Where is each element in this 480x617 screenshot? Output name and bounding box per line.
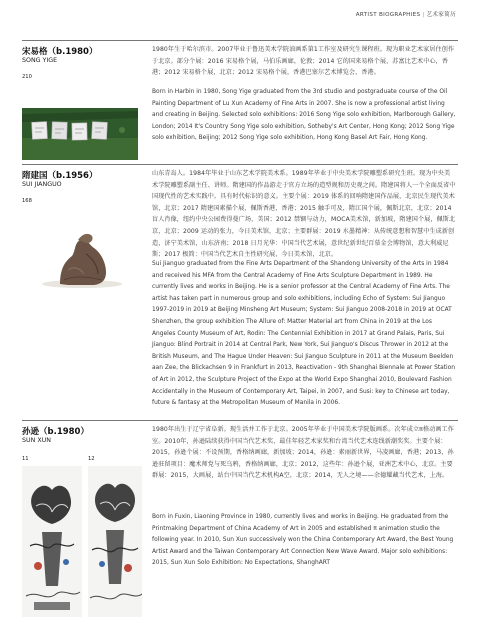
artist-name-zh: 宋易格（b.1980）	[22, 47, 98, 57]
page-reference: 11	[22, 456, 29, 462]
running-header	[356, 10, 456, 18]
artwork-thumbnail	[22, 210, 140, 292]
artist-name-en: SUN XUN	[22, 437, 51, 444]
divider-rule	[22, 164, 458, 165]
bio-english: Born in Fuxin, Liaoning Province in 1980, currently lives and works in Beijing. He graduated from the Printmaking Department of China Academy of Art in 2005 and established π animation studio the following year. In 2010, Sun Xun successively won the China Contemporary Art Award, the Best Young Artist Award and the Taiwan Contemporary Art Connection New Wave Award. Major solo exhibitions: 2015, Sun Xun Solo Exhibition: No Expectations, ShanghART	[152, 514, 454, 567]
bio-english: Sui Jianguo graduated from the Fine Arts Department of the Shandong University of the Arts in 1984 and received his MFA from the Central Academy of Fine Arts Sculpture Department in 1989. He currently lives and works in Beijing. He is a senior professor at the Central Academy of Fine Arts. The artist has taken part in numerous group and solo exhibitions, including Echo of System: Sui Jianguo 1997-2019 in 2019 at Beijing Minsheng Art Museum; System: Sui Jianguo 2008-2018 in 2019 at OCAT Shenzhen, the group exhibition The Allure of: Matter Material art from China in 2019 at the Los Angeles County Museum of Art, Rodin: The Centennial Exhibition in 2017 at Grand Palais, Paris, Sui Jianguo: Blind Portrait in 2014 at Central Park, New York, Sui Jianguo's Discus Thrower in 2012 at the British Museum, and The Hague Under Heaven: Sui Jianguo Sculpture in 2011 at the Museum Beelden aan Zee, the Blickachsen 9 in Frankfurt in 2013, Reactivation - 9th Shanghai Biennale at Power Station of Art in 2012, the Sculpture Project of the Expo at the World Expo Shanghai 2010, Boulevard Fashion Accidentally in the Museum of Contemporary Art, Taipei, in 2007, and Susi: key to Chinese art today, future & fantasy at the Metropolitan Museum of Manila in 2006.	[152, 261, 456, 407]
artwork-image	[88, 466, 142, 617]
header-en: ARTIST BIOGRAPHIES	[355, 12, 421, 18]
artist-name-zh: 隋建国（b.1956）	[22, 171, 98, 181]
bio-english: Born in Harbin in 1980, Song Yige graduated from the 3rd studio and postgraduate course of the Oil Painting Department of Lu Xun Academy of Fine Arts in 2007. She is now a professional artist living and creating in Beijing. Selected solo exhibitions: 2016 Song Yige solo exhibition, Marlborough Gallery, London; 2014 It's Country Song Yige solo exhibition, Sotheby's Art Center, Hong Kong; 2012 Song Yige solo exhibition, Beijing; 2012 Song Yige solo exhibition, Hong Kong Basel Art Fair, Hong Kong.	[152, 89, 456, 142]
page-reference: 210	[22, 74, 32, 80]
page-reference: 12	[88, 456, 95, 462]
artist-name-en: SONG YIGE	[22, 57, 58, 64]
artwork-thumbnail-right	[88, 466, 142, 617]
header-zh: 艺术家简历	[426, 12, 456, 18]
artwork-thumbnail	[22, 108, 138, 160]
bio-chinese: 山东青岛人。1984年毕业于山东艺术学院美术系。1989年毕业于中央美术学院雕塑系研究生班。现为中央美术学院雕塑系副主任、讲师。隋建国的作品游走于官方立场的造型规和历史观之间。隋建国将人一个全面反省中国现代性的艺术实践中。具有时代标识的意义。主要个展：2019 体系的回响隋建国作品展，北京民生现代美术馆，北京；2017 隋建国素描个展，佩斯香港，香港；2015 触手可及，隋江国个展，佩斯北京，北京；2014 盲人肖像，纽约中央公园费得曼广场，美国；2012 禁锢与动力，MOCA美术馆，新加坡，隋建国个展，佩斯北京，北京；2009 运动的张力，今日美术馆，北京；主要群展：2019 水墨精神：从传统意想和智慧中生成新创造，济宁美术馆，山东济南；2018 日月光华：中国当代艺术展，意世纪新世纪百慕金会博物馆，意大利威尼斯；2017 极简：中国当代艺术自主性研究展，今日美术馆，北京。	[152, 170, 456, 259]
artwork-image	[22, 210, 140, 292]
artwork-image	[22, 108, 138, 160]
header-separator: |	[422, 12, 425, 18]
bio-chinese: 1980年生于哈尔滨市。2007毕业于鲁迅美术学院油画系第1工作室及研究生课程班。现为职业艺术家居住创作于北京。部分个展：2016 宋易格个展，马伯乐画廊，伦敦；2014 它的国来易格个展，苏富比艺术中心，香港；2012 宋易格个展，北京；2012 宋易格个展，香港巴塞尔艺术博览会，香港。	[152, 46, 455, 77]
artwork-image	[22, 466, 82, 617]
divider-rule	[22, 420, 458, 421]
bio-chinese: 1980年出生于辽宁省阜新。现生活并工作于北京。2005年毕业于中国美术学院版画系。次年成立π格动画工作室。2010年，孙逊陆续获得中国当代艺术奖、最佳年轻艺术家奖和台湾当代艺术连线新潮奖奖。主要个展：2015，孙逊个展：不设预期，香格纳画廊，新加坡；2014，孙逊：素丽新世界，马凌画廊，香港；2013，孙逊驻留项目：魔术师党与死乌鸦，香格纳画廊，北京；2012，这些年：孙逊个展，亚洲艺术中心，北京。主要群展：2015，大画展，站台中国当代艺术机构A空，北京；2014，无人之境——余德耀藏当代艺术，上海。	[152, 426, 454, 480]
artist-name-en: SUI JIANGUO	[22, 181, 62, 188]
page-reference: 168	[22, 198, 32, 204]
artwork-thumbnail-left	[22, 466, 82, 617]
artist-name-zh: 孙逊（b.1980）	[22, 427, 89, 437]
divider-rule	[22, 40, 458, 41]
